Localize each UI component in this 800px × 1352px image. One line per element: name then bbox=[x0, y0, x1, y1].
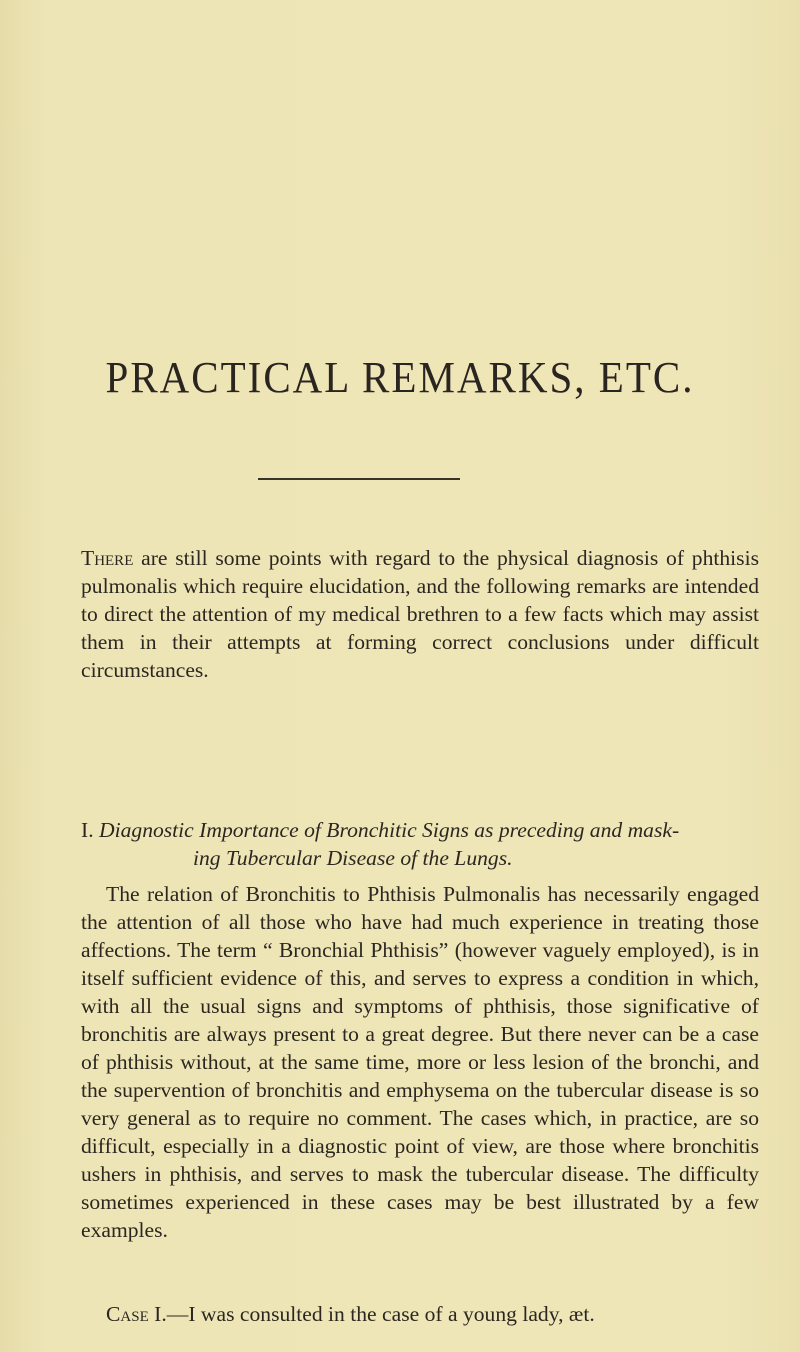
title-rule bbox=[258, 478, 460, 480]
intro-paragraph bbox=[81, 544, 759, 684]
case-text: I.—I was consulted in the case of a young lady, æt. bbox=[148, 1302, 595, 1326]
section-heading bbox=[81, 816, 759, 872]
intro-lead-word: There bbox=[81, 546, 134, 570]
section-number: I. bbox=[81, 818, 94, 842]
section-heading-line2: ing Tubercular Disease of the Lungs. bbox=[193, 846, 513, 870]
case-lead-word: Case bbox=[106, 1302, 149, 1326]
body-paragraph: The relation of Bronchitis to Phthisis Pulmonalis has necessarily engaged the attention of all those who have had much experience in treating those affections. The term “ Bronchial Phthisis” (however vaguely employed), is in itself sufficient evidence of this, and serves to express a condition in which, with all the usual signs and symptoms of phthisis, those significative of bronchitis are always present to a great degree. But there never can be a case of phthisis without, at the same time, more or less lesion of the bronchi, and the supervention of bronchitis and emphysema on the tubercular disease is so very general as to require no comment. The cases which, in practice, are so difficult, especially in a diagnostic point of view, are those where bronchitis ushers in phthisis, and serves to mask the tubercular disease. The difficulty sometimes experienced in these cases may be best illustrated by a few examples. bbox=[81, 882, 759, 1242]
page-title: PRACTICAL REMARKS, ETC. bbox=[105, 352, 695, 402]
intro-text: are still some points with regard to the physical diagnosis of phthisis pulmonalis which require elucidation, and the following remarks are intended to direct the attention of my medical brethren to a few facts which may assist them in their attempts at forming correct conclusions under difficult circumstances. bbox=[81, 546, 759, 682]
case-paragraph bbox=[81, 1300, 759, 1328]
section-heading-line1: Diagnostic Importance of Bronchitic Signs as preceding and mask- bbox=[99, 818, 680, 842]
